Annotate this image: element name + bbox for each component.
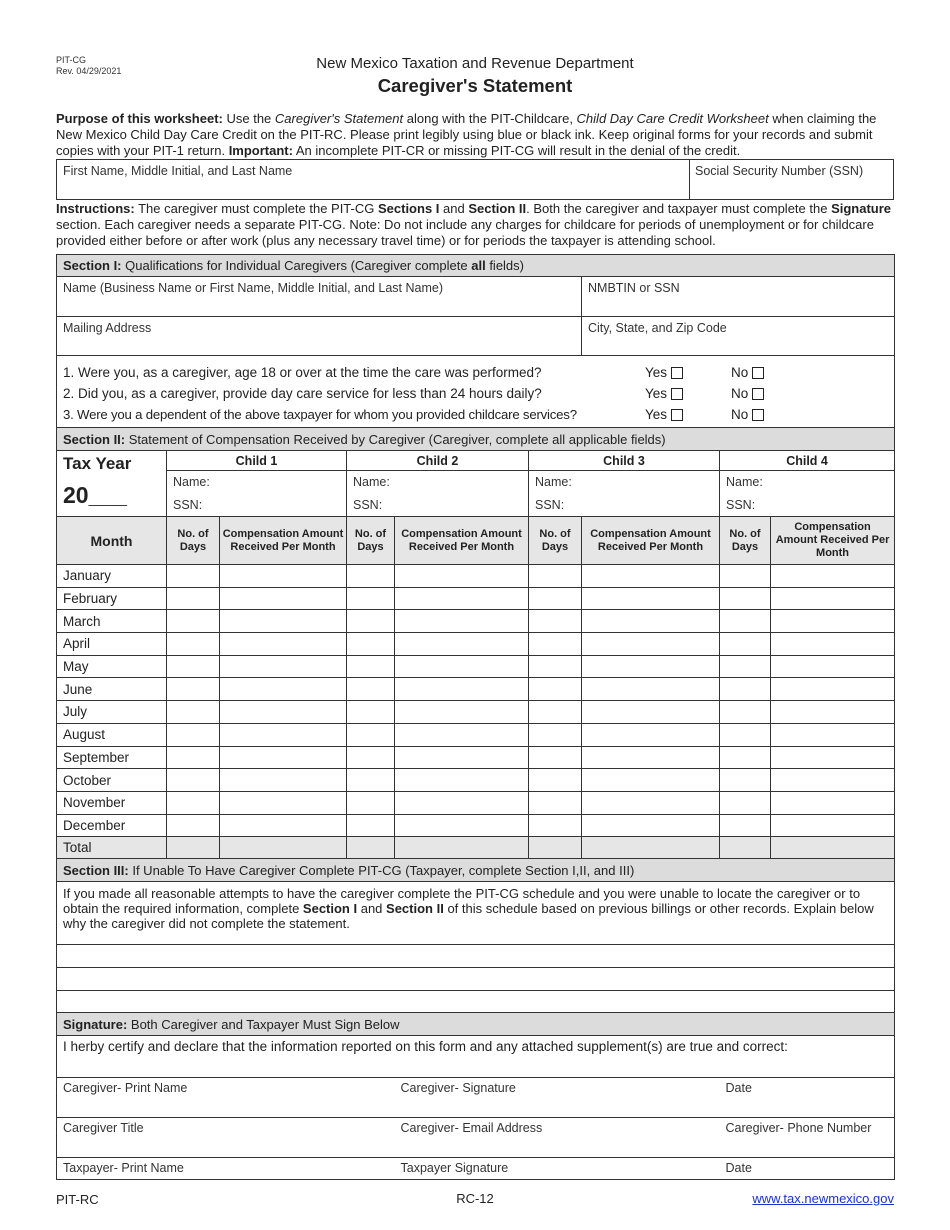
compensation-cell[interactable] <box>582 655 720 678</box>
compensation-cell[interactable] <box>771 814 895 837</box>
days-cell[interactable] <box>347 723 395 746</box>
form-code: PIT-CG <box>56 55 87 65</box>
compensation-cell[interactable] <box>220 610 347 633</box>
compensation-cell[interactable] <box>582 565 720 588</box>
compensation-cell[interactable] <box>220 678 347 701</box>
total-compensation-cell[interactable] <box>582 837 720 859</box>
taxpayer-info-box <box>56 159 894 200</box>
child-name-label: Name: <box>353 475 390 490</box>
days-cell[interactable] <box>347 701 395 724</box>
signature-field[interactable] <box>395 1158 720 1180</box>
compensation-cell[interactable] <box>220 655 347 678</box>
signature-field[interactable] <box>395 1118 720 1158</box>
child-2-ssn-field[interactable] <box>347 494 529 517</box>
child-4-name-field[interactable] <box>720 471 895 494</box>
days-cell[interactable] <box>347 610 395 633</box>
days-cell[interactable] <box>720 814 771 837</box>
section3-body: If you made all reasonable attempts to have the caregiver complete the PIT-CG schedule and you were unable to locate the caregiver or to obtain the required information, complete <box>63 886 861 917</box>
no-option[interactable] <box>731 407 817 422</box>
signature-row <box>57 1158 895 1180</box>
days-cell[interactable] <box>347 814 395 837</box>
days-cell[interactable] <box>347 791 395 814</box>
month-row <box>57 587 895 610</box>
days-cell[interactable] <box>347 587 395 610</box>
days-column-header: No. of Days <box>167 517 220 565</box>
signature-field-label: Caregiver- Signature <box>400 1081 516 1096</box>
child-ssn-label: SSN: <box>726 497 756 512</box>
taxpayer-ssn-label: Social Security Number (SSN) <box>695 164 864 178</box>
compensation-cell[interactable] <box>395 587 529 610</box>
compensation-cell[interactable] <box>220 633 347 656</box>
compensation-cell[interactable] <box>582 678 720 701</box>
mailing-address-label: Mailing Address <box>63 321 152 335</box>
compensation-cell[interactable] <box>395 769 529 792</box>
signature-field-label: Taxpayer- Print Name <box>63 1161 184 1176</box>
purpose-text: when claiming the New Mexico Child Day Care Credit on the PIT-RC. Please print legibly using blue or black ink. Keep original forms for your records and submit copies with your PIT-1 return. <box>56 111 877 158</box>
month-label: August <box>57 723 167 746</box>
instructions-text: . Both the caregiver and taxpayer must complete the <box>526 201 832 216</box>
compensation-cell[interactable] <box>582 791 720 814</box>
days-cell[interactable] <box>167 814 220 837</box>
compensation-column-header: Compensation Amount Received Per Month <box>395 517 529 565</box>
compensation-cell[interactable] <box>582 746 720 769</box>
compensation-column-header: Compensation Amount Received Per Month <box>582 517 720 565</box>
days-cell[interactable] <box>529 633 582 656</box>
section3-body: and <box>357 901 387 917</box>
days-cell[interactable] <box>720 701 771 724</box>
child-3-ssn-field[interactable] <box>529 494 720 517</box>
section3-bold: Section II <box>386 901 444 917</box>
month-row <box>57 701 895 724</box>
days-cell[interactable] <box>347 655 395 678</box>
signature-field[interactable] <box>57 1078 395 1118</box>
instructions-bold: Section II <box>468 201 527 216</box>
total-compensation-cell[interactable] <box>771 837 895 859</box>
month-row <box>57 633 895 656</box>
compensation-column-header: Compensation Amount Received Per Month <box>220 517 347 565</box>
child-2-name-field[interactable] <box>347 471 529 494</box>
compensation-cell[interactable] <box>395 814 529 837</box>
section3-text: If Unable To Have Caregiver Complete PIT-CG (Taxpayer, complete Section I,II, and III) <box>128 862 635 878</box>
month-row <box>57 655 895 678</box>
days-cell[interactable] <box>720 633 771 656</box>
days-cell[interactable] <box>529 655 582 678</box>
days-cell[interactable] <box>167 587 220 610</box>
child-2-header: Child 2 <box>347 451 529 471</box>
tax-year-cell[interactable] <box>57 451 167 517</box>
signature-header <box>57 1013 895 1036</box>
yes-label: Yes <box>645 386 668 401</box>
days-cell[interactable] <box>529 701 582 724</box>
days-cell[interactable] <box>167 633 220 656</box>
total-compensation-cell[interactable] <box>220 837 347 859</box>
month-row <box>57 610 895 633</box>
city-state-zip-field[interactable] <box>582 317 895 356</box>
total-days-cell[interactable] <box>720 837 771 859</box>
compensation-cell[interactable] <box>771 723 895 746</box>
caregiver-name-label: Name (Business Name or First Name, Middle Initial, and Last Name) <box>63 281 443 295</box>
no-option[interactable] <box>731 365 817 380</box>
compensation-cell[interactable] <box>582 723 720 746</box>
instructions-bold: Signature <box>831 201 892 216</box>
signature-row <box>57 1118 895 1158</box>
section3-label: Section III: <box>63 862 129 878</box>
days-cell[interactable] <box>720 678 771 701</box>
section2-text: Statement of Compensation Received by Caregiver (Caregiver, complete all applicable fields) <box>125 431 666 447</box>
signature-field[interactable] <box>57 1118 395 1158</box>
compensation-cell[interactable] <box>220 587 347 610</box>
section2-label: Section II: <box>63 431 126 447</box>
instructions-text: The caregiver must complete the PIT-CG <box>134 201 378 216</box>
compensation-cell[interactable] <box>771 701 895 724</box>
child-3-name-field[interactable] <box>529 471 720 494</box>
purpose-italic: Child Day Care Credit Worksheet <box>576 111 769 126</box>
section1-bold: all <box>471 258 486 273</box>
month-row <box>57 814 895 837</box>
month-row <box>57 791 895 814</box>
month-label: September <box>57 746 167 769</box>
month-row <box>57 678 895 701</box>
form-revision: Rev. 04/29/2021 <box>56 66 122 76</box>
month-row <box>57 769 895 792</box>
days-cell[interactable] <box>720 565 771 588</box>
days-cell[interactable] <box>347 633 395 656</box>
month-row <box>57 723 895 746</box>
compensation-cell[interactable] <box>395 701 529 724</box>
section3-paragraph <box>57 882 895 945</box>
month-row <box>57 565 895 588</box>
section2-header <box>57 428 895 451</box>
days-cell[interactable] <box>529 723 582 746</box>
compensation-cell[interactable] <box>582 587 720 610</box>
tax-year-label: Tax Year <box>63 454 132 473</box>
compensation-cell[interactable] <box>582 610 720 633</box>
month-row <box>57 746 895 769</box>
compensation-cell[interactable] <box>582 769 720 792</box>
compensation-cell[interactable] <box>582 814 720 837</box>
days-cell[interactable] <box>529 814 582 837</box>
explanation-line[interactable] <box>57 991 895 1013</box>
compensation-cell[interactable] <box>395 723 529 746</box>
compensation-cell[interactable] <box>395 610 529 633</box>
days-cell[interactable] <box>347 769 395 792</box>
days-cell[interactable] <box>529 610 582 633</box>
compensation-cell[interactable] <box>220 746 347 769</box>
footer-website <box>752 1191 894 1206</box>
child-1-name-field[interactable] <box>167 471 347 494</box>
taxpayer-name-field[interactable] <box>57 160 689 199</box>
days-cell[interactable] <box>720 769 771 792</box>
days-cell[interactable] <box>529 565 582 588</box>
mailing-address-field[interactable] <box>57 317 582 356</box>
question-text: 1. Were you, as a caregiver, age 18 or over at the time the care was performed? <box>63 365 542 380</box>
days-cell[interactable] <box>167 769 220 792</box>
signature-field[interactable] <box>720 1158 895 1180</box>
yes-checkbox[interactable] <box>671 409 683 421</box>
compensation-cell[interactable] <box>220 814 347 837</box>
purpose-paragraph <box>56 111 896 159</box>
days-cell[interactable] <box>347 746 395 769</box>
compensation-cell[interactable] <box>771 769 895 792</box>
yes-checkbox[interactable] <box>671 388 683 400</box>
compensation-cell[interactable] <box>771 678 895 701</box>
compensation-cell[interactable] <box>395 678 529 701</box>
days-cell[interactable] <box>167 678 220 701</box>
signature-field-label: Caregiver- Print Name <box>63 1081 188 1096</box>
days-cell[interactable] <box>720 723 771 746</box>
signature-field[interactable] <box>720 1118 895 1158</box>
instructions-bold: Sections I <box>377 201 440 216</box>
section3-header <box>57 859 895 882</box>
signature-field-label: Taxpayer Signature <box>400 1161 509 1176</box>
days-cell[interactable] <box>167 610 220 633</box>
child-name-label: Name: <box>535 475 572 490</box>
compensation-column-header: Compensation Amount Received Per Month <box>771 517 895 565</box>
signature-field[interactable] <box>720 1078 895 1118</box>
compensation-cell[interactable] <box>395 746 529 769</box>
days-cell[interactable] <box>720 791 771 814</box>
footer-page-number: RC-12 <box>456 1191 494 1206</box>
total-days-cell[interactable] <box>167 837 220 859</box>
question-row <box>63 362 888 383</box>
days-cell[interactable] <box>529 587 582 610</box>
compensation-cell[interactable] <box>771 791 895 814</box>
month-label: June <box>57 678 167 701</box>
section3-body: of this schedule based on previous billings or other records. Explain below why the caregiver did not complete the statement. <box>63 901 874 932</box>
taxpayer-name-label: First Name, Middle Initial, and Last Name <box>63 164 293 178</box>
signature-rows <box>57 1078 895 1180</box>
signature-field-label: Caregiver- Phone Number <box>725 1121 872 1136</box>
days-cell[interactable] <box>167 701 220 724</box>
month-label: February <box>57 587 167 610</box>
compensation-cell[interactable] <box>395 791 529 814</box>
days-cell[interactable] <box>529 678 582 701</box>
month-rows <box>57 565 895 837</box>
compensation-cell[interactable] <box>220 701 347 724</box>
taxpayer-ssn-field[interactable] <box>690 160 893 199</box>
child-3-header: Child 3 <box>529 451 720 471</box>
signature-field-label: Date <box>725 1081 752 1096</box>
nmbtin-label: NMBTIN or SSN <box>588 281 680 295</box>
instructions-paragraph <box>56 201 896 249</box>
days-cell[interactable] <box>720 746 771 769</box>
compensation-cell[interactable] <box>395 655 529 678</box>
days-cell[interactable] <box>167 723 220 746</box>
compensation-cell[interactable] <box>582 701 720 724</box>
question-text: 2. Did you, as a caregiver, provide day care service for less than 24 hours daily? <box>63 386 542 401</box>
month-label: January <box>57 565 167 588</box>
days-cell[interactable] <box>720 655 771 678</box>
child-1-header: Child 1 <box>167 451 347 471</box>
total-row-label: Total <box>57 837 167 859</box>
explanation-line[interactable] <box>57 968 895 991</box>
certification-statement: I herby certify and declare that the information reported on this form and any attached supplement(s) are true and correct: <box>57 1036 895 1078</box>
city-state-zip-label: City, State, and Zip Code <box>588 321 727 335</box>
month-label: December <box>57 814 167 837</box>
child-ssn-label: SSN: <box>173 497 203 512</box>
footer-form-code: PIT-RC <box>56 1192 99 1207</box>
total-days-cell[interactable] <box>529 837 582 859</box>
tax-year-value: 20___ <box>63 482 127 508</box>
purpose-label: Purpose of this worksheet: <box>56 111 223 126</box>
month-label: July <box>57 701 167 724</box>
month-label: May <box>57 655 167 678</box>
days-cell[interactable] <box>347 565 395 588</box>
signature-field-label: Caregiver Title <box>63 1121 144 1136</box>
instructions-label: Instructions: <box>56 201 135 216</box>
form-table <box>56 254 895 1180</box>
no-label: No <box>731 407 749 422</box>
month-label: November <box>57 791 167 814</box>
days-cell[interactable] <box>347 678 395 701</box>
yes-checkbox[interactable] <box>671 367 683 379</box>
compensation-cell[interactable] <box>771 746 895 769</box>
days-cell[interactable] <box>167 746 220 769</box>
qualification-questions <box>57 356 895 428</box>
days-cell[interactable] <box>529 791 582 814</box>
compensation-cell[interactable] <box>220 565 347 588</box>
days-cell[interactable] <box>720 610 771 633</box>
compensation-cell[interactable] <box>395 565 529 588</box>
instructions-text: and <box>439 201 469 216</box>
purpose-text: along with the PIT-Childcare, <box>403 111 577 126</box>
question-row <box>63 383 888 404</box>
no-option[interactable] <box>731 386 817 401</box>
child-ssn-label: SSN: <box>353 497 383 512</box>
explanation-line[interactable] <box>57 945 895 968</box>
signature-field[interactable] <box>57 1158 395 1180</box>
compensation-cell[interactable] <box>220 723 347 746</box>
signature-label: Signature: <box>63 1016 128 1032</box>
days-column-header: No. of Days <box>720 517 771 565</box>
section1-label: Section I: <box>63 258 122 273</box>
question-row <box>63 404 888 425</box>
purpose-important: Important: <box>228 143 293 158</box>
compensation-cell[interactable] <box>771 633 895 656</box>
days-cell[interactable] <box>167 655 220 678</box>
purpose-text: Use the <box>222 111 275 126</box>
signature-text: Both Caregiver and Taxpayer Must Sign Below <box>127 1016 400 1032</box>
section1-header <box>57 255 895 277</box>
no-checkbox[interactable] <box>752 409 764 421</box>
no-label: No <box>731 386 749 401</box>
no-checkbox[interactable] <box>752 367 764 379</box>
compensation-cell[interactable] <box>582 633 720 656</box>
month-label: April <box>57 633 167 656</box>
section3-bold: Section I <box>302 901 358 917</box>
days-cell[interactable] <box>167 565 220 588</box>
compensation-cell[interactable] <box>771 655 895 678</box>
no-label: No <box>731 365 749 380</box>
child-name-label: Name: <box>726 475 763 490</box>
purpose-italic: Caregiver's Statement <box>274 111 404 126</box>
yes-option[interactable] <box>645 365 731 380</box>
agency-name: New Mexico Taxation and Revenue Department <box>316 55 634 72</box>
month-label: October <box>57 769 167 792</box>
child-4-header: Child 4 <box>720 451 895 471</box>
child-1-ssn-field[interactable] <box>167 494 347 517</box>
compensation-cell[interactable] <box>395 633 529 656</box>
compensation-cell[interactable] <box>771 610 895 633</box>
signature-field-label: Caregiver- Email Address <box>400 1121 543 1136</box>
compensation-cell[interactable] <box>220 769 347 792</box>
child-ssn-label: SSN: <box>535 497 565 512</box>
days-cell[interactable] <box>529 769 582 792</box>
yes-option[interactable] <box>645 407 731 422</box>
days-cell[interactable] <box>720 587 771 610</box>
yes-label: Yes <box>645 365 668 380</box>
section1-text: fields) <box>485 258 524 273</box>
signature-row <box>57 1078 895 1118</box>
question-text: 3. Were you a dependent of the above taxpayer for whom you provided childcare services? <box>63 407 577 422</box>
yes-label: Yes <box>645 407 668 422</box>
month-label: March <box>57 610 167 633</box>
purpose-text: An incomplete PIT-CR or missing PIT-CG will result in the denial of the credit. <box>292 143 741 158</box>
compensation-cell[interactable] <box>771 587 895 610</box>
signature-field[interactable] <box>395 1078 720 1118</box>
days-column-header: No. of Days <box>347 517 395 565</box>
nmbtin-field[interactable] <box>582 277 895 317</box>
total-compensation-cell[interactable] <box>395 837 529 859</box>
yes-option[interactable] <box>645 386 731 401</box>
signature-field-label: Date <box>725 1161 752 1176</box>
month-column-header: Month <box>57 517 167 565</box>
no-checkbox[interactable] <box>752 388 764 400</box>
section1-text: Qualifications for Individual Caregivers (Caregiver complete <box>121 258 472 273</box>
page-title: Caregiver's Statement <box>377 75 573 96</box>
compensation-cell[interactable] <box>220 791 347 814</box>
child-4-ssn-field[interactable] <box>720 494 895 517</box>
caregiver-name-field[interactable] <box>57 277 582 317</box>
child-name-label: Name: <box>173 475 210 490</box>
days-cell[interactable] <box>167 791 220 814</box>
instructions-text: section. Each caregiver needs a separate PIT-CG. Note: Do not include any charges for childcare for periods of unemployment or for childcare provided either before or after work (plus any necessary travel time) or for periods the taxpayer is attending school. <box>56 217 874 248</box>
total-days-cell[interactable] <box>347 837 395 859</box>
website-link[interactable]: www.tax.newmexico.gov <box>752 1191 894 1206</box>
days-column-header: No. of Days <box>529 517 582 565</box>
compensation-cell[interactable] <box>771 565 895 588</box>
days-cell[interactable] <box>529 746 582 769</box>
